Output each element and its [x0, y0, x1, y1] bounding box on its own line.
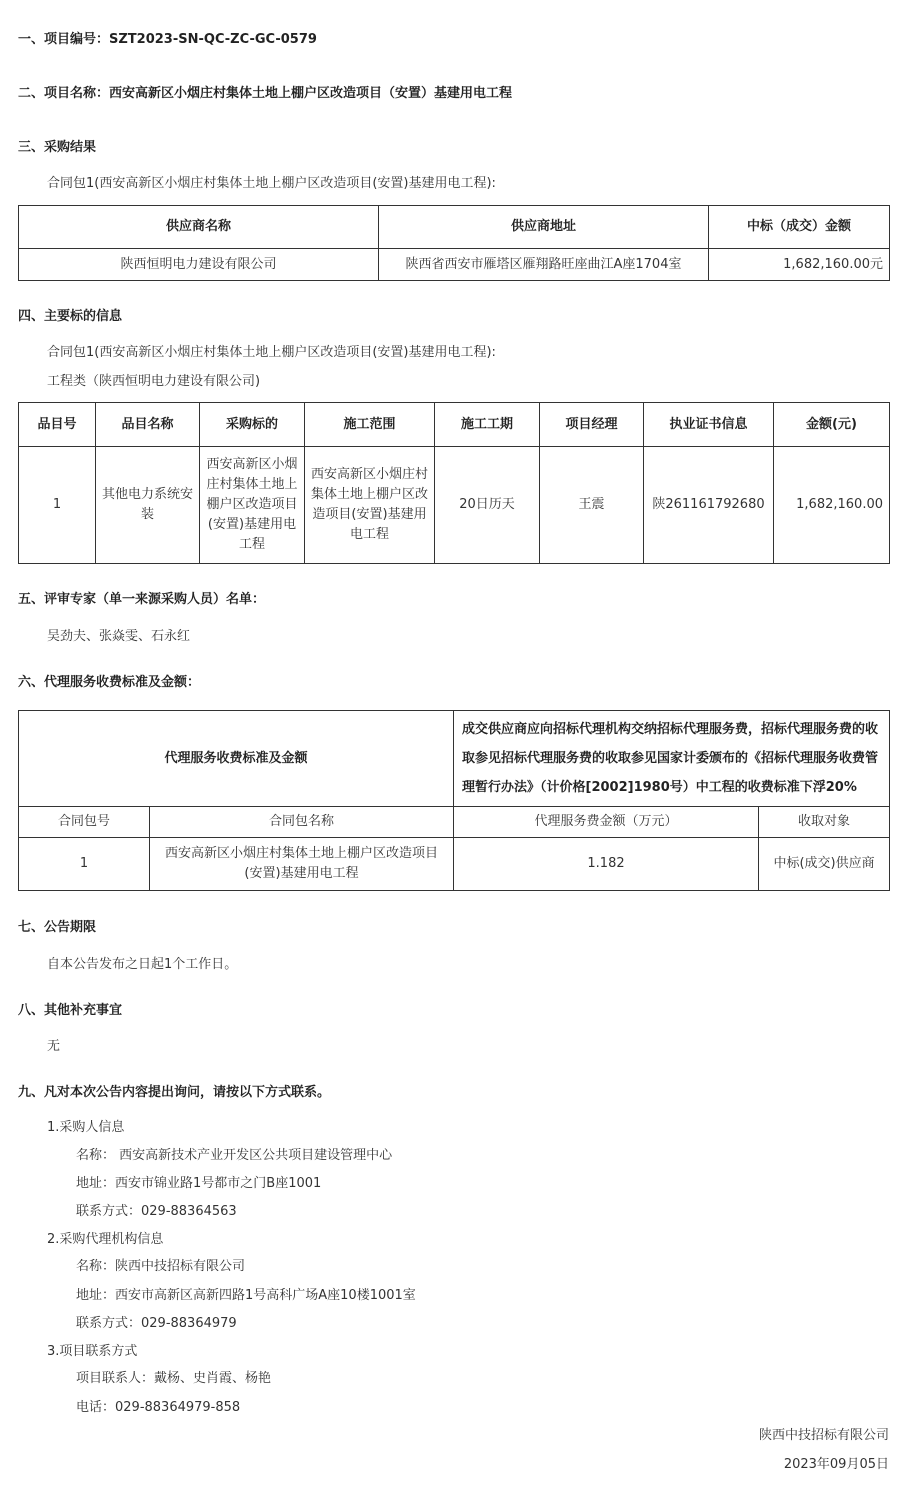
package-name-cell: 西安高新区小烟庄村集体土地上棚户区改造项目(安置)基建用电工程: [150, 838, 454, 891]
other-matters-text: 无: [47, 1039, 61, 1054]
item-no-cell: 1: [19, 447, 96, 564]
project-manager-header: 项目经理: [540, 403, 644, 447]
project-name-value: 西安高新区小烟庄村集体土地上棚户区改造项目（安置）基建用电工程: [109, 86, 513, 101]
supplier-name-header: 供应商名称: [19, 206, 379, 249]
contact-heading: 九、凡对本次公告内容提出询问，请按以下方式联系。: [18, 1085, 331, 1100]
footer-date: 2023年09月05日: [783, 1457, 889, 1472]
project-name-label: 二、项目名称：: [18, 86, 110, 101]
package-name-header: 合同包名称: [150, 807, 454, 838]
purchaser-info-title: 1.采购人信息: [47, 1120, 125, 1135]
item-name-cell: 其他电力系统安装: [96, 447, 200, 564]
package-no-cell: 1: [19, 838, 150, 891]
experts-names: 吴劲夫、张焱雯、石永红: [47, 629, 191, 644]
items-table: [18, 402, 890, 564]
footer-company: 陕西中技招标有限公司: [758, 1428, 889, 1443]
fee-standard-label: 代理服务收费标准及金额: [19, 711, 454, 807]
purchaser-name: 名称： 西安高新技术产业开发区公共项目建设管理中心: [76, 1148, 393, 1163]
project-number-value: SZT2023-SN-QC-ZC-GC-0579: [109, 32, 317, 47]
agency-address: 地址：西安市高新区高新四路1号高科广场A座10楼1001室: [76, 1288, 416, 1303]
construction-period-header: 施工工期: [435, 403, 540, 447]
experts-heading: 五、评审专家（单一来源采购人员）名单：: [18, 592, 266, 607]
items-package-label: 合同包1(西安高新区小烟庄村集体土地上棚户区改造项目(安置)基建用电工程):: [47, 345, 496, 360]
procurement-object-header: 采购标的: [200, 403, 305, 447]
fee-payer-cell: 中标(成交)供应商: [759, 838, 890, 891]
project-number-label: 一、项目编号：: [18, 32, 110, 47]
project-manager-cell: 王震: [540, 447, 644, 564]
agency-fee-table: [18, 710, 890, 891]
construction-period-cell: 20日历天: [435, 447, 540, 564]
project-phone: 电话：029-88364979-858: [76, 1400, 241, 1415]
amount-header: 金额(元): [774, 403, 890, 447]
supplier-name-cell: 陕西恒明电力建设有限公司: [19, 249, 379, 281]
notice-period-heading: 七、公告期限: [18, 920, 97, 935]
project-contacts: 项目联系人：戴杨、史肖霞、杨艳: [76, 1371, 272, 1386]
agency-phone: 联系方式：029-88364979: [76, 1316, 237, 1331]
certificate-header: 执业证书信息: [644, 403, 774, 447]
procurement-object-cell: 西安高新区小烟庄村集体土地上棚户区改造项目(安置)基建用电工程: [200, 447, 305, 564]
amount-cell: 1,682,160.00: [774, 447, 890, 564]
procurement-result-heading: 三、采购结果: [18, 140, 97, 155]
item-name-header: 品目名称: [96, 403, 200, 447]
project-contact-title: 3.项目联系方式: [47, 1344, 138, 1359]
agency-name: 名称：陕西中技招标有限公司: [76, 1259, 246, 1274]
notice-period-text: 自本公告发布之日起1个工作日。: [47, 957, 238, 972]
supplier-address-cell: 陕西省西安市雁塔区雁翔路旺座曲江A座1704室: [379, 249, 709, 281]
purchaser-address: 地址：西安市锦业路1号都市之门B座1001: [76, 1176, 322, 1191]
certificate-cell: 陕261161792680: [644, 447, 774, 564]
agency-info-title: 2.采购代理机构信息: [47, 1232, 164, 1247]
fee-amount-header: 代理服务费金额（万元）: [454, 807, 759, 838]
item-no-header: 品目号: [19, 403, 96, 447]
fee-standard-text: 成交供应商应向招标代理机构交纳招标代理服务费，招标代理服务费的收取参见招标代理服务费的收取参见国家计委颁布的《招标代理服务收费管理暂行办法》（计价格[2002]1980号）中工程的收费标准下浮20%: [454, 711, 890, 807]
construction-scope-header: 施工范围: [305, 403, 435, 447]
project-number-line: [18, 28, 317, 47]
award-amount-cell: 1,682,160.00元: [709, 249, 890, 281]
result-package-label: 合同包1(西安高新区小烟庄村集体土地上棚户区改造项目(安置)基建用电工程):: [47, 176, 496, 191]
supplier-table: [18, 205, 890, 281]
items-category-label: 工程类（陕西恒明电力建设有限公司): [47, 374, 261, 389]
project-name-line: [18, 82, 512, 101]
fee-amount-cell: 1.182: [454, 838, 759, 891]
fee-payer-header: 收取对象: [759, 807, 890, 838]
purchaser-phone: 联系方式：029-88364563: [76, 1204, 237, 1219]
package-no-header: 合同包号: [19, 807, 150, 838]
award-amount-header: 中标（成交）金额: [709, 206, 890, 249]
agency-fee-heading: 六、代理服务收费标准及金额：: [18, 675, 201, 690]
supplier-address-header: 供应商地址: [379, 206, 709, 249]
main-items-heading: 四、主要标的信息: [18, 309, 123, 324]
other-matters-heading: 八、其他补充事宜: [18, 1003, 123, 1018]
construction-scope-cell: 西安高新区小烟庄村集体土地上棚户区改造项目(安置)基建用电工程: [305, 447, 435, 564]
